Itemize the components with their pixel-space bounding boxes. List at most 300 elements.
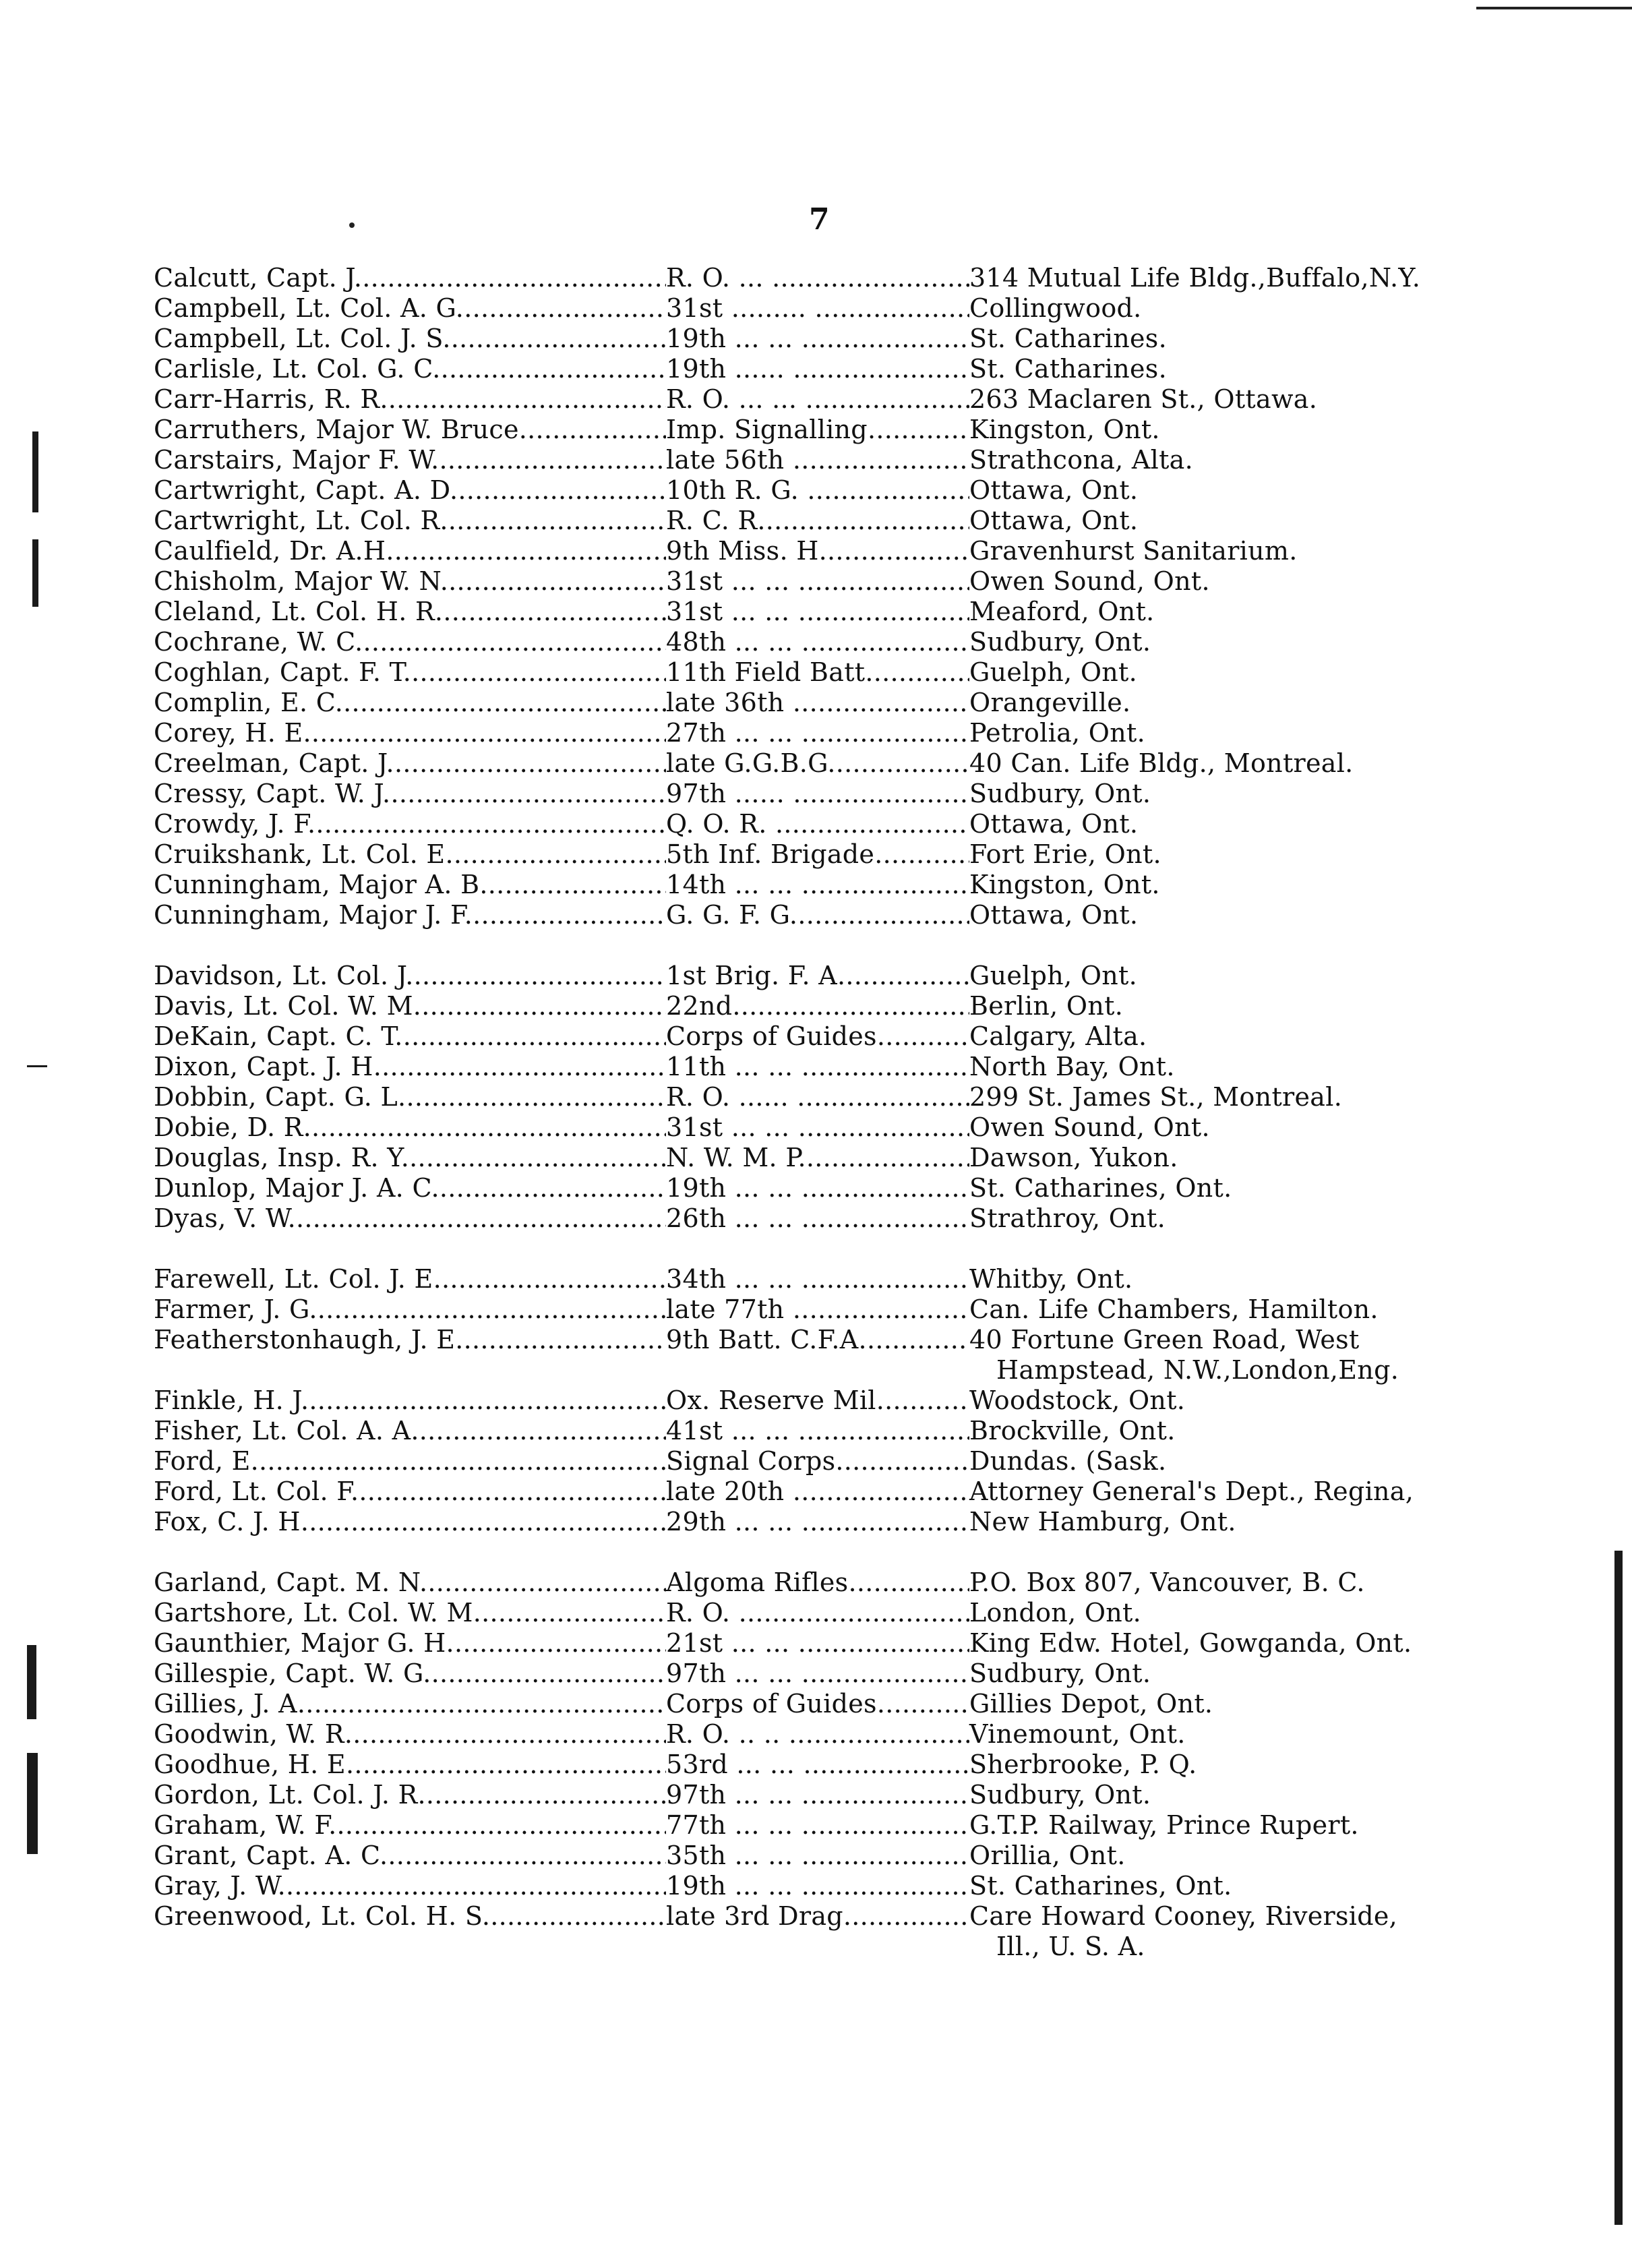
entry-address-cell: [969, 991, 1502, 1021]
dot-leader: [406, 1082, 666, 1112]
entry-unit: 5th Inf. Brigade: [666, 839, 875, 869]
entry-address: Ottawa, Ont.: [969, 475, 1139, 505]
entry-name-cell: [154, 1780, 666, 1810]
entry-unit: late 77th ...: [666, 1294, 818, 1324]
entry-address: Sudbury, Ont.: [969, 1780, 1151, 1810]
roster-section: [154, 961, 1502, 1234]
dot-leader: [818, 445, 969, 475]
entry-unit: 29th ... ... ...: [666, 1507, 826, 1536]
entry-address: Owen Sound, Ont.: [969, 566, 1210, 596]
dot-leader: [309, 1385, 666, 1416]
entry-address-continuation: Ill., U. S. A.: [996, 1932, 1145, 1961]
dot-leader: [409, 1143, 666, 1173]
entry-name: Gray, J. W.: [154, 1871, 286, 1901]
entry-address: Sherbrooke, P. Q.: [969, 1750, 1197, 1779]
roster-entry: [154, 475, 1502, 506]
entry-address-cell: [969, 870, 1502, 900]
entry-unit: R. O. ... ...: [666, 263, 797, 293]
roster-section: [154, 1568, 1502, 1962]
dot-leader: [490, 1901, 666, 1932]
entry-unit: 22nd: [666, 991, 733, 1021]
roster-entry: [154, 991, 1502, 1021]
entry-name-cell: [154, 688, 666, 718]
entry-unit-cell: [666, 475, 969, 506]
dot-leader: [843, 354, 969, 384]
entry-address-cell: [969, 475, 1502, 506]
roster-entry: [154, 1385, 1502, 1416]
roster-entry: [154, 445, 1502, 475]
entry-name: Cartwright, Capt. A. D.: [154, 475, 458, 505]
dot-leader: [419, 1416, 666, 1446]
entry-unit: 48th ... ... ...: [666, 627, 826, 657]
entry-address: Orangeville.: [969, 688, 1131, 717]
entry-address: Ottawa, Ont.: [969, 809, 1139, 839]
dot-leader: [343, 688, 666, 718]
entry-address-cell: [969, 1173, 1502, 1203]
entry-address: Calgary, Alta.: [969, 1021, 1147, 1051]
entry-name-cell: [154, 809, 666, 839]
dot-leader: [259, 1446, 666, 1476]
dot-leader: [823, 1416, 969, 1446]
entry-name: Fisher, Lt. Col. A. A.: [154, 1416, 419, 1445]
entry-name-cell: [154, 597, 666, 627]
entry-unit: late 20th ...: [666, 1476, 818, 1506]
entry-unit: R. C. R.: [666, 506, 766, 535]
dot-leader: [835, 1446, 969, 1476]
entry-unit: 9th Miss. H.: [666, 536, 828, 566]
entry-address: St. Catharines, Ont.: [969, 1871, 1232, 1901]
entry-name: Creelman, Capt. J.: [154, 748, 394, 778]
dot-leader: [431, 1659, 666, 1689]
roster-entry: [154, 1052, 1502, 1082]
dot-leader: [818, 1294, 969, 1325]
entry-name-cell: [154, 1901, 666, 1932]
entry-address-cell: [969, 1871, 1502, 1901]
entry-name-cell: [154, 506, 666, 536]
roster-entry: [154, 627, 1502, 657]
dot-leader: [826, 1780, 969, 1810]
entry-unit: Imp. Signalling: [666, 415, 868, 444]
entry-address: Care Howard Cooney, Riverside,: [969, 1901, 1398, 1931]
entry-unit-cell: [666, 1628, 969, 1659]
entry-unit: 34th ... ... ...: [666, 1264, 826, 1294]
dot-leader: [311, 1112, 666, 1143]
entry-unit-cell: [666, 1719, 969, 1750]
entry-unit-cell: [666, 870, 969, 900]
entry-name: DeKain, Capt. C. T.: [154, 1021, 403, 1051]
entry-address-cell: [969, 688, 1502, 718]
roster-entry: [154, 1021, 1502, 1052]
dot-leader: [806, 1719, 969, 1750]
entry-address-cell: [969, 1659, 1502, 1689]
entry-unit: R. O. ......: [666, 1598, 789, 1628]
dot-leader: [876, 1385, 969, 1416]
entry-address: Ottawa, Ont.: [969, 900, 1139, 930]
entry-name: Cleland, Lt. Col. H. R.: [154, 597, 444, 626]
entry-unit-cell: [666, 688, 969, 718]
dot-leader: [388, 384, 666, 415]
dot-leader: [440, 1173, 666, 1203]
entry-name: Carlisle, Lt. Col. G. C.: [154, 354, 441, 384]
entry-unit-cell: [666, 809, 969, 839]
entry-unit-cell: [666, 1294, 969, 1325]
entry-name-cell: [154, 1628, 666, 1659]
entry-unit: 97th ...... ......: [666, 779, 843, 808]
entry-unit-cell: [666, 1659, 969, 1689]
entry-name: Cochrane, W. C.: [154, 627, 363, 657]
entry-unit-cell: [666, 1052, 969, 1082]
entry-name: Cressy, Capt. W. J.: [154, 779, 391, 808]
entry-unit-cell: [666, 1598, 969, 1628]
entry-unit: late G.G.B.G.: [666, 748, 836, 778]
entry-address-cell: [969, 445, 1502, 475]
dot-leader: [454, 1628, 666, 1659]
dot-leader: [441, 354, 666, 384]
roster-entry: [154, 779, 1502, 809]
entry-unit-cell: [666, 1446, 969, 1476]
entry-unit-cell: [666, 657, 969, 688]
roster-entry: [154, 657, 1502, 688]
entry-address: St. Catharines.: [969, 354, 1167, 384]
entry-address: Can. Life Chambers, Hamilton.: [969, 1294, 1379, 1324]
entry-address: Attorney General's Dept., Regina,: [969, 1476, 1414, 1506]
entry-unit-cell: [666, 1476, 969, 1507]
roster-entry: [154, 688, 1502, 718]
dot-leader: [359, 1476, 666, 1507]
entry-unit-cell: [666, 1780, 969, 1810]
dot-leader: [448, 566, 666, 597]
entry-name-cell: [154, 1143, 666, 1173]
dot-leader: [826, 718, 969, 748]
entry-name-cell: [154, 1841, 666, 1871]
entry-name: Corey, H. E.: [154, 718, 311, 748]
dot-leader: [414, 961, 666, 991]
roster-entry: [154, 961, 1502, 991]
dot-leader: [305, 1689, 666, 1719]
entry-address: 40 Fortune Green Road, West: [969, 1325, 1360, 1354]
entry-unit: R. O. ... ... ...: [666, 384, 830, 414]
entry-unit-cell: [666, 1173, 969, 1203]
entry-name-cell: [154, 1112, 666, 1143]
entry-unit-cell: [666, 536, 969, 566]
scan-edge-mark: [1614, 1551, 1623, 2225]
entry-address: Orillia, Ont.: [969, 1841, 1126, 1870]
roster-entry: [154, 1143, 1502, 1173]
entry-address: Kingston, Ont.: [969, 870, 1160, 899]
roster-entry: [154, 1568, 1502, 1598]
dot-leader: [845, 961, 969, 991]
dot-leader: [797, 900, 969, 930]
entry-address-cell: [969, 779, 1502, 809]
entry-unit-cell: [666, 1871, 969, 1901]
dot-leader: [827, 536, 969, 566]
entry-unit-cell: [666, 1325, 969, 1355]
entry-unit: 11th Field Batt: [666, 657, 866, 687]
entry-address-cell: [969, 1264, 1502, 1294]
entry-unit: 41st ... ... ...: [666, 1416, 823, 1445]
entry-unit-cell: [666, 627, 969, 657]
entry-name: Farmer, J. G.: [154, 1294, 318, 1324]
entry-name: Cartwright, Lt. Col. R.: [154, 506, 448, 535]
entry-unit: Corps of Guides: [666, 1689, 877, 1719]
entry-address: Vinemount, Ont.: [969, 1719, 1186, 1749]
entry-name-cell: [154, 1810, 666, 1841]
entry-address: Strathroy, Ont.: [969, 1203, 1166, 1233]
entry-address: Sudbury, Ont.: [969, 627, 1151, 657]
entry-name: Gillies, J. A.: [154, 1689, 306, 1719]
dot-leader: [464, 293, 666, 324]
entry-name: Cunningham, Major J. F.: [154, 900, 473, 930]
entry-unit: late 3rd Drag.: [666, 1901, 852, 1931]
entry-name-cell: [154, 263, 666, 293]
roster-entry: [154, 1871, 1502, 1901]
entry-unit: 97th ... ... ...: [666, 1659, 826, 1688]
entry-address-cell: [969, 961, 1502, 991]
entry-name: Dyas, V. W.: [154, 1203, 297, 1233]
entry-address-cell: [969, 506, 1502, 536]
entry-unit-cell: [666, 1112, 969, 1143]
entry-unit: Q. O. R. ...: [666, 809, 801, 839]
dot-leader: [481, 1598, 666, 1628]
entry-unit: 26th ... ... ...: [666, 1203, 826, 1233]
entry-unit-cell: [666, 263, 969, 293]
dot-leader: [826, 1507, 969, 1537]
dot-leader: [448, 506, 666, 536]
entry-address-cell: [969, 1568, 1502, 1598]
entry-name: Davidson, Lt. Col. J.: [154, 961, 414, 990]
dot-leader: [421, 991, 666, 1021]
entry-name-cell: [154, 1750, 666, 1780]
dot-leader: [868, 415, 969, 445]
roster-entry: [154, 1659, 1502, 1689]
entry-unit: late 56th ...: [666, 445, 818, 475]
entry-address-cell: [969, 1325, 1502, 1385]
roster-entry: [154, 1628, 1502, 1659]
entry-address-cell: [969, 293, 1502, 324]
entry-name-cell: [154, 1082, 666, 1112]
entry-name: Douglas, Insp. R. Y.: [154, 1143, 410, 1172]
entry-name-cell: [154, 324, 666, 354]
entry-address-cell: [969, 384, 1502, 415]
dot-leader: [826, 1203, 969, 1234]
entry-unit: Ox. Reserve Mil: [666, 1385, 876, 1415]
entry-address: King Edw. Hotel, Gowganda, Ont.: [969, 1628, 1412, 1658]
entry-address: North Bay, Ont.: [969, 1052, 1175, 1081]
roster-entry: [154, 324, 1502, 354]
entry-unit: N. W. M. P.: [666, 1143, 806, 1172]
entry-unit-cell: [666, 293, 969, 324]
dot-leader: [823, 566, 969, 597]
entry-unit: 77th ... ... ...: [666, 1810, 826, 1840]
entry-address-cell: [969, 1780, 1502, 1810]
entry-unit-cell: [666, 1901, 969, 1932]
entry-name-cell: [154, 1568, 666, 1598]
dot-leader: [411, 657, 666, 688]
entry-address: Strathcona, Alta.: [969, 445, 1194, 475]
dot-leader: [439, 445, 666, 475]
entry-unit-cell: [666, 566, 969, 597]
entry-name-cell: [154, 627, 666, 657]
roster-entry: [154, 597, 1502, 627]
dot-leader: [296, 1203, 666, 1234]
entry-unit: 19th ... ... ...: [666, 1173, 826, 1203]
entry-address-cell: [969, 1052, 1502, 1082]
roster-entry: [154, 293, 1502, 324]
entry-unit: R. O. ...... ......: [666, 1082, 847, 1112]
entry-name: Chisholm, Major W. N.: [154, 566, 449, 596]
dot-leader: [823, 1112, 969, 1143]
entry-address-cell: [969, 657, 1502, 688]
dot-leader: [315, 809, 666, 839]
dot-leader: [403, 1021, 666, 1052]
entry-name: Ford, E.: [154, 1446, 260, 1476]
dot-leader: [826, 1841, 969, 1871]
entry-name-cell: [154, 779, 666, 809]
roster-entry: [154, 1750, 1502, 1780]
entry-address-cell: [969, 1021, 1502, 1052]
dot-leader: [473, 900, 666, 930]
dot-leader: [826, 1810, 969, 1841]
dot-leader: [732, 991, 969, 1021]
scan-edge-mark: [27, 1645, 36, 1719]
dot-leader: [840, 293, 969, 324]
dot-leader: [427, 1568, 666, 1598]
entry-name: Carr-Harris, R. R.: [154, 384, 388, 414]
entry-unit-cell: [666, 384, 969, 415]
entry-address-cell: [969, 536, 1502, 566]
entry-address: St. Catharines.: [969, 324, 1167, 353]
entry-name: Goodhue, H. E.: [154, 1750, 355, 1779]
entry-address-cell: [969, 597, 1502, 627]
ink-dot: [349, 222, 355, 228]
entry-unit-cell: [666, 1416, 969, 1446]
entry-name-cell: [154, 445, 666, 475]
dot-leader: [451, 324, 666, 354]
scan-edge-mark: [27, 1753, 38, 1854]
entry-address-cell: [969, 1143, 1502, 1173]
entry-address-cell: [969, 748, 1502, 779]
entry-unit: Algoma Rifles: [666, 1568, 849, 1597]
entry-address-cell: [969, 1112, 1502, 1143]
entry-address-cell: [969, 1689, 1502, 1719]
entry-address-cell: [969, 566, 1502, 597]
entry-name-cell: [154, 1507, 666, 1537]
entry-unit-cell: [666, 1021, 969, 1052]
entry-name-cell: [154, 1719, 666, 1750]
entry-name-cell: [154, 293, 666, 324]
roster-entry: [154, 1719, 1502, 1750]
dot-leader: [836, 748, 969, 779]
entry-unit-cell: [666, 1810, 969, 1841]
entry-unit-cell: [666, 1507, 969, 1537]
entry-address-cell: [969, 354, 1502, 384]
entry-address: St. Catharines, Ont.: [969, 1173, 1232, 1203]
entry-unit-cell: [666, 748, 969, 779]
entry-name: Coghlan, Capt. F. T.: [154, 657, 412, 687]
entry-name-cell: [154, 900, 666, 930]
entry-name: Grant, Capt. A. C.: [154, 1841, 388, 1870]
entry-name-cell: [154, 1689, 666, 1719]
dot-leader: [766, 506, 969, 536]
entry-name: Complin, E. C.: [154, 688, 344, 717]
entry-address-cell: [969, 1476, 1502, 1507]
entry-address: Owen Sound, Ont.: [969, 1112, 1210, 1142]
entry-unit-cell: [666, 991, 969, 1021]
entry-name: Dobie, D. R.: [154, 1112, 312, 1142]
entry-address: Berlin, Ont.: [969, 991, 1124, 1021]
roster-entry: [154, 354, 1502, 384]
entry-unit-cell: [666, 445, 969, 475]
entry-unit-cell: [666, 354, 969, 384]
entry-name: Caulfield, Dr. A.H.: [154, 536, 394, 566]
entry-name-cell: [154, 1385, 666, 1416]
entry-unit: 9th Batt. C.F.A.: [666, 1325, 867, 1354]
entry-address-cell: [969, 1719, 1502, 1750]
entry-unit: 27th ... ... ...: [666, 718, 826, 748]
dot-leader: [390, 779, 666, 809]
dot-leader: [337, 1810, 667, 1841]
entry-unit-cell: [666, 718, 969, 748]
dot-leader: [877, 1021, 969, 1052]
dot-leader: [826, 1173, 969, 1203]
entry-name: Garland, Capt. M. N.: [154, 1568, 428, 1597]
dot-leader: [442, 1264, 666, 1294]
entry-address: London, Ont.: [969, 1598, 1141, 1628]
roster-entry: [154, 718, 1502, 748]
entry-address-cell: [969, 1082, 1502, 1112]
entry-unit: Signal Corps: [666, 1446, 836, 1476]
entry-name-cell: [154, 354, 666, 384]
entry-name-cell: [154, 1173, 666, 1203]
entry-unit-cell: [666, 506, 969, 536]
entry-name-cell: [154, 536, 666, 566]
entry-name-cell: [154, 991, 666, 1021]
roster-entry: [154, 870, 1502, 900]
roster-entry: [154, 536, 1502, 566]
dot-leader: [877, 1689, 969, 1719]
entry-address-cell: [969, 718, 1502, 748]
entry-unit: 31st ... ... ...: [666, 566, 823, 596]
entry-unit-cell: [666, 1841, 969, 1871]
entry-address: Fort Erie, Ont.: [969, 839, 1161, 869]
entry-unit: R. O. .. .. ..: [666, 1719, 806, 1749]
entry-name: Gartshore, Lt. Col. W. M.: [154, 1598, 482, 1628]
entry-name-cell: [154, 1416, 666, 1446]
entry-address: New Hamburg, Ont.: [969, 1507, 1236, 1536]
entry-name: Carruthers, Major W. Bruce: [154, 415, 519, 444]
entry-unit: Corps of Guides: [666, 1021, 877, 1051]
entry-address: Whitby, Ont.: [969, 1264, 1133, 1294]
roster-entry: [154, 1112, 1502, 1143]
entry-address-cell: [969, 1750, 1502, 1780]
entry-unit: 31st ... ... ...: [666, 597, 823, 626]
dot-leader: [519, 415, 666, 445]
roster-entry: [154, 1082, 1502, 1112]
entry-name-cell: [154, 1021, 666, 1052]
dot-leader: [833, 475, 969, 506]
dot-leader: [806, 1143, 969, 1173]
entry-unit: 35th ... ... ...: [666, 1841, 826, 1870]
dot-leader: [318, 1294, 666, 1325]
entry-unit-cell: [666, 779, 969, 809]
entry-unit-cell: [666, 1689, 969, 1719]
entry-address-cell: [969, 1385, 1502, 1416]
entry-name: Cruikshank, Lt. Col. E.: [154, 839, 454, 869]
dot-leader: [848, 1568, 969, 1598]
roster-entry: [154, 1446, 1502, 1476]
roster-entry: [154, 1203, 1502, 1234]
roster-entry: [154, 1810, 1502, 1841]
